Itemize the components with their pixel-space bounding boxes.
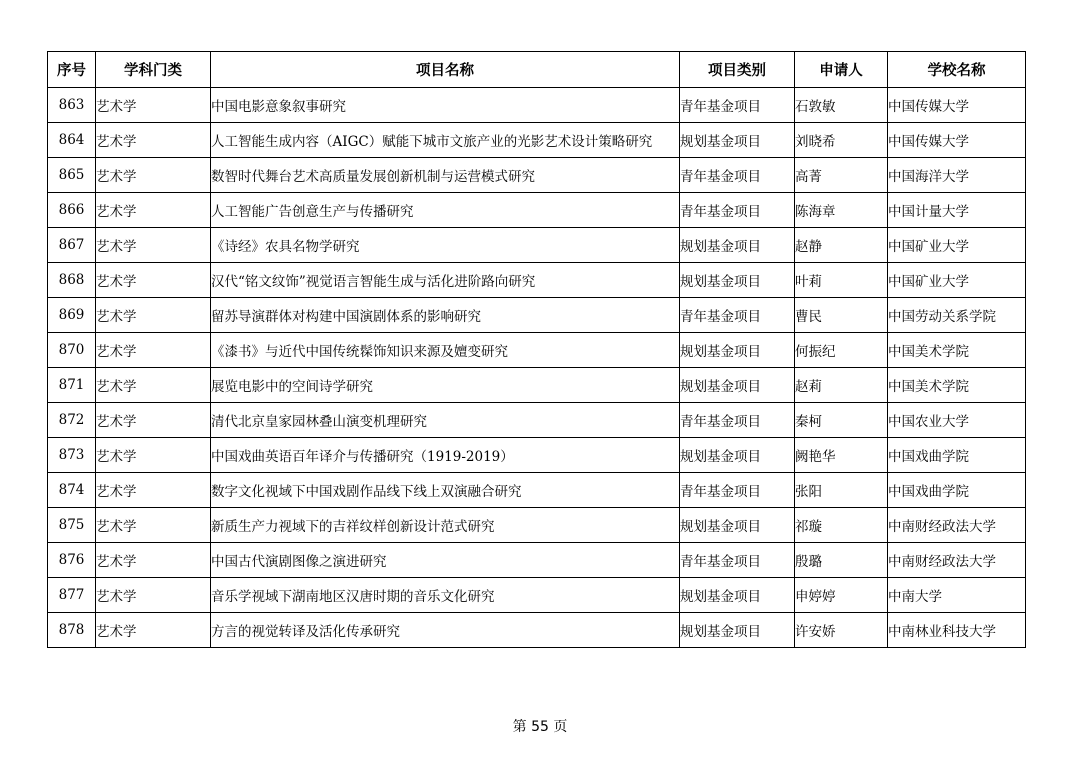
cell-applicant: 赵静: [795, 228, 888, 263]
cell-project-type: 青年基金项目: [680, 193, 795, 228]
cell-discipline: 艺术学: [96, 578, 211, 613]
cell-discipline: 艺术学: [96, 193, 211, 228]
table-row: [48, 123, 1026, 158]
cell-discipline: 艺术学: [96, 263, 211, 298]
table-row: [48, 368, 1026, 403]
cell-project-type: 青年基金项目: [680, 298, 795, 333]
cell-serial-number: 863: [48, 88, 96, 123]
cell-applicant: 赵莉: [795, 368, 888, 403]
header-school: 学校名称: [888, 52, 1026, 88]
cell-school: 中国矿业大学: [888, 263, 1026, 298]
cell-serial-number: 869: [48, 298, 96, 333]
cell-applicant: 申婷婷: [795, 578, 888, 613]
cell-discipline: 艺术学: [96, 543, 211, 578]
cell-project-type: 青年基金项目: [680, 88, 795, 123]
cell-discipline: 艺术学: [96, 473, 211, 508]
cell-discipline: 艺术学: [96, 298, 211, 333]
header-applicant: 申请人: [795, 52, 888, 88]
cell-school: 中国美术学院: [888, 333, 1026, 368]
cell-project-title: 中国戏曲英语百年译介与传播研究（1919-2019）: [211, 438, 680, 473]
table-row: [48, 263, 1026, 298]
cell-applicant: 祁璇: [795, 508, 888, 543]
cell-serial-number: 870: [48, 333, 96, 368]
cell-project-type: 青年基金项目: [680, 473, 795, 508]
cell-project-title: 展览电影中的空间诗学研究: [211, 368, 680, 403]
cell-serial-number: 867: [48, 228, 96, 263]
table-row: [48, 578, 1026, 613]
cell-project-title: 人工智能广告创意生产与传播研究: [211, 193, 680, 228]
cell-serial-number: 865: [48, 158, 96, 193]
cell-applicant: 高菁: [795, 158, 888, 193]
cell-applicant: 秦柯: [795, 403, 888, 438]
cell-serial-number: 868: [48, 263, 96, 298]
header-serial-number: 序号: [48, 52, 96, 88]
table-row: [48, 193, 1026, 228]
cell-applicant: 刘晓希: [795, 123, 888, 158]
cell-project-type: 规划基金项目: [680, 508, 795, 543]
cell-project-type: 规划基金项目: [680, 613, 795, 648]
table-header: [48, 52, 1026, 88]
cell-school: 中国海洋大学: [888, 158, 1026, 193]
cell-school: 中南财经政法大学: [888, 543, 1026, 578]
cell-applicant: 许安娇: [795, 613, 888, 648]
cell-project-type: 规划基金项目: [680, 333, 795, 368]
cell-project-title: 《诗经》农具名物学研究: [211, 228, 680, 263]
cell-discipline: 艺术学: [96, 403, 211, 438]
table-body: [48, 88, 1026, 648]
cell-project-title: 汉代“铭文纹饰”视觉语言智能生成与活化进阶路向研究: [211, 263, 680, 298]
cell-project-title: 中国电影意象叙事研究: [211, 88, 680, 123]
page-footer: [0, 716, 1080, 736]
cell-serial-number: 876: [48, 543, 96, 578]
cell-school: 中国戏曲学院: [888, 473, 1026, 508]
cell-project-type: 青年基金项目: [680, 158, 795, 193]
cell-project-title: 《漆书》与近代中国传统髹饰知识来源及嬗变研究: [211, 333, 680, 368]
table-row: [48, 543, 1026, 578]
cell-discipline: 艺术学: [96, 508, 211, 543]
cell-applicant: 石敦敏: [795, 88, 888, 123]
cell-project-title: 音乐学视域下湖南地区汉唐时期的音乐文化研究: [211, 578, 680, 613]
cell-serial-number: 866: [48, 193, 96, 228]
cell-discipline: 艺术学: [96, 613, 211, 648]
cell-project-type: 规划基金项目: [680, 578, 795, 613]
cell-serial-number: 864: [48, 123, 96, 158]
cell-serial-number: 874: [48, 473, 96, 508]
cell-school: 中国劳动关系学院: [888, 298, 1026, 333]
cell-discipline: 艺术学: [96, 123, 211, 158]
table-row: [48, 613, 1026, 648]
cell-project-title: 数智时代舞台艺术高质量发展创新机制与运营模式研究: [211, 158, 680, 193]
table-row: [48, 473, 1026, 508]
table-row: [48, 158, 1026, 193]
cell-project-type: 规划基金项目: [680, 438, 795, 473]
cell-project-title: 中国古代演剧图像之演进研究: [211, 543, 680, 578]
cell-project-title: 数字文化视域下中国戏剧作品线下线上双演融合研究: [211, 473, 680, 508]
table-row: [48, 228, 1026, 263]
cell-project-type: 青年基金项目: [680, 543, 795, 578]
header-row: [48, 52, 1026, 88]
cell-project-title: 新质生产力视域下的吉祥纹样创新设计范式研究: [211, 508, 680, 543]
cell-applicant: 曹民: [795, 298, 888, 333]
cell-school: 中国美术学院: [888, 368, 1026, 403]
cell-school: 中国戏曲学院: [888, 438, 1026, 473]
table-row: [48, 403, 1026, 438]
cell-project-type: 规划基金项目: [680, 123, 795, 158]
cell-applicant: 张阳: [795, 473, 888, 508]
cell-project-title: 方言的视觉转译及活化传承研究: [211, 613, 680, 648]
cell-school: 中国计量大学: [888, 193, 1026, 228]
header-project-type: 项目类别: [680, 52, 795, 88]
cell-project-title: 清代北京皇家园林叠山演变机理研究: [211, 403, 680, 438]
cell-discipline: 艺术学: [96, 88, 211, 123]
cell-school: 中国农业大学: [888, 403, 1026, 438]
cell-applicant: 陈海章: [795, 193, 888, 228]
table-row: [48, 88, 1026, 123]
cell-project-type: 规划基金项目: [680, 263, 795, 298]
page-number: 55: [531, 719, 549, 735]
cell-project-type: 规划基金项目: [680, 368, 795, 403]
cell-project-title: 人工智能生成内容（AIGC）赋能下城市文旅产业的光影艺术设计策略研究: [211, 123, 680, 158]
cell-serial-number: 872: [48, 403, 96, 438]
cell-school: 中国矿业大学: [888, 228, 1026, 263]
header-project-title: 项目名称: [211, 52, 680, 88]
cell-school: 中国传媒大学: [888, 123, 1026, 158]
header-discipline: 学科门类: [96, 52, 211, 88]
cell-school: 中南财经政法大学: [888, 508, 1026, 543]
cell-serial-number: 878: [48, 613, 96, 648]
cell-applicant: 殷璐: [795, 543, 888, 578]
cell-school: 中国传媒大学: [888, 88, 1026, 123]
table-row: [48, 333, 1026, 368]
table-row: [48, 298, 1026, 333]
cell-project-type: 规划基金项目: [680, 228, 795, 263]
cell-school: 中南大学: [888, 578, 1026, 613]
table-row: [48, 438, 1026, 473]
cell-serial-number: 871: [48, 368, 96, 403]
cell-serial-number: 877: [48, 578, 96, 613]
cell-discipline: 艺术学: [96, 228, 211, 263]
table-row: [48, 508, 1026, 543]
cell-discipline: 艺术学: [96, 333, 211, 368]
page-number-prefix: 第: [512, 719, 527, 735]
cell-school: 中南林业科技大学: [888, 613, 1026, 648]
cell-applicant: 阙艳华: [795, 438, 888, 473]
cell-discipline: 艺术学: [96, 438, 211, 473]
cell-applicant: 叶莉: [795, 263, 888, 298]
cell-discipline: 艺术学: [96, 158, 211, 193]
cell-project-title: 留苏导演群体对构建中国演剧体系的影响研究: [211, 298, 680, 333]
cell-discipline: 艺术学: [96, 368, 211, 403]
cell-applicant: 何振纪: [795, 333, 888, 368]
cell-serial-number: 873: [48, 438, 96, 473]
cell-project-type: 青年基金项目: [680, 403, 795, 438]
page-number-suffix: 页: [553, 719, 568, 735]
cell-serial-number: 875: [48, 508, 96, 543]
grant-list-table: [47, 51, 1026, 648]
